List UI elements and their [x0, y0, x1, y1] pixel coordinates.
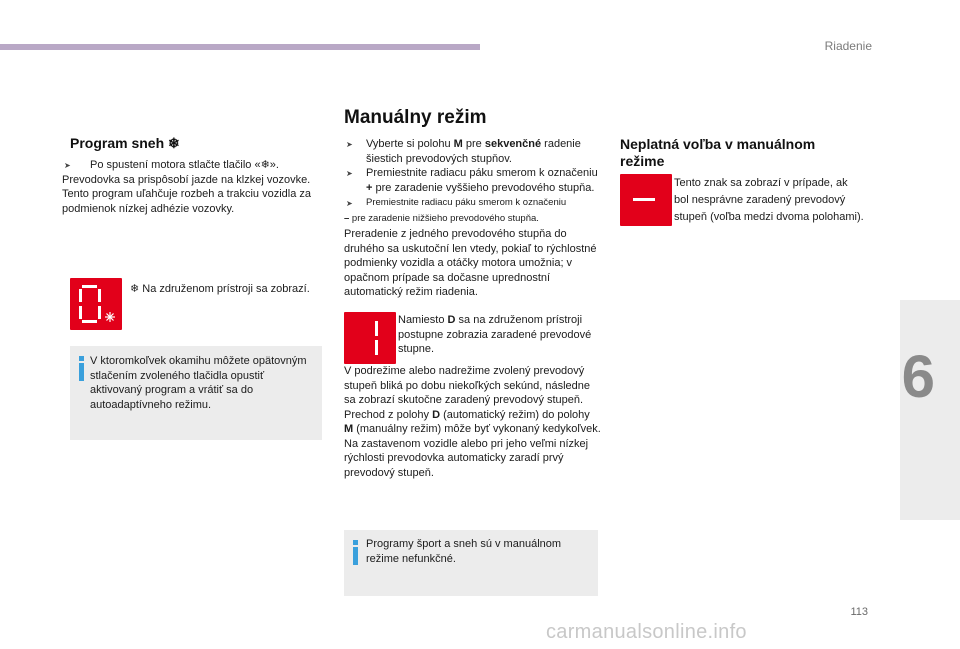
manual-stop-text: Na zastavenom vozidle alebo pri jeho veľmi nízkej rýchlosti prevodovka automaticky zaradí prvý prevodový stupeň.: [344, 437, 589, 479]
snow-title: Program sneh ❄: [70, 135, 180, 151]
manual-info-box: [344, 530, 598, 596]
manual-info-text: Programy šport a sneh sú v manuálnom režime nefunkčné.: [366, 538, 562, 565]
manual-step-2: ➤ Premiestnite radiacu páku smerom k označeniu + pre zaradenie vyššieho prevodového stupňa.: [344, 166, 602, 195]
manual-flash-text: V podrežime alebo nadrežime zvolený prevodový stupeň bliká po dobu niekoľkých sekúnd, následne sa zobrazí skutočne zaradený prevodový stupeň.: [344, 365, 590, 406]
snow-body: [62, 158, 324, 216]
page-number: 113: [850, 606, 868, 618]
header-accent-bar: [0, 44, 480, 50]
manual-step-3: ➤ Premiestnite radiacu páku smerom k označeniu – pre zaradenie nižšieho prevodového stupňa.: [344, 195, 602, 227]
snow-step: ➤ Po spustení motora stlačte tlačilo «❄».: [62, 158, 324, 173]
gear-display-text: Namiesto D sa na združenom prístroji postupne zobrazia zaradené prevodové stupne.: [398, 314, 592, 355]
watermark: carmanualsonline.info: [546, 621, 747, 643]
manual-steps: [344, 137, 602, 300]
gear-display-icon: [344, 312, 396, 364]
snow-p2: Prevodovka sa prispôsobí jazde na klzkej vozovke.: [62, 173, 311, 186]
manual-title: Manuálny režim: [344, 107, 487, 128]
invalid-display-icon: [620, 174, 672, 226]
digit-one-icon: [344, 312, 396, 364]
dash-icon: [620, 174, 672, 226]
info-icon: [79, 356, 85, 381]
snow-display-text: ❄ Na združenom prístroji sa zobrazí.: [130, 283, 310, 295]
chapter-number: 6: [901, 343, 935, 410]
snow-display-icon: [70, 278, 122, 330]
invalid-title: Neplatná voľba v manuálnom režime: [620, 136, 816, 169]
digit-d-snow-icon: [70, 278, 122, 330]
snow-info-text: V ktoromkoľvek okamihu môžete opätovným stlačením zvoleného tlačidla opustiť aktivovaný program a vrátiť sa do autoadaptívneho režimu.: [90, 355, 307, 411]
section-label: Riadenie: [824, 39, 872, 53]
info-icon: [353, 540, 359, 565]
snow-p3: Tento program uľahčuje rozbeh a trakciu vozidla za podmienok nízkej adhézie vozovky.: [62, 188, 312, 215]
snow-info-box: [70, 346, 322, 440]
manual-details: [344, 364, 602, 480]
manual-change-text: Prechod z polohy D (automatický režim) do polohy M (manuálny režim) môže byť vykonaný kedykoľvek.: [344, 408, 601, 435]
invalid-text: Tento znak sa zobrazí v prípade, ak bol nesprávne zaradený prevodový stupeň (voľba medzi dvoma polohami).: [674, 177, 864, 223]
manual-step-1: ➤ Vyberte si polohu M pre sekvenčné radenie šiestich prevodových stupňov.: [344, 137, 602, 166]
manual-shift-text: Preradenie z jedného prevodového stupňa do druhého sa uskutoční len vtedy, pokiaľ to rýchlostné podmienky vozidla a otáčky motora umožnia; v opačnom prípade sa dočasne uprednostní automatický režim riadenia.: [344, 228, 597, 298]
